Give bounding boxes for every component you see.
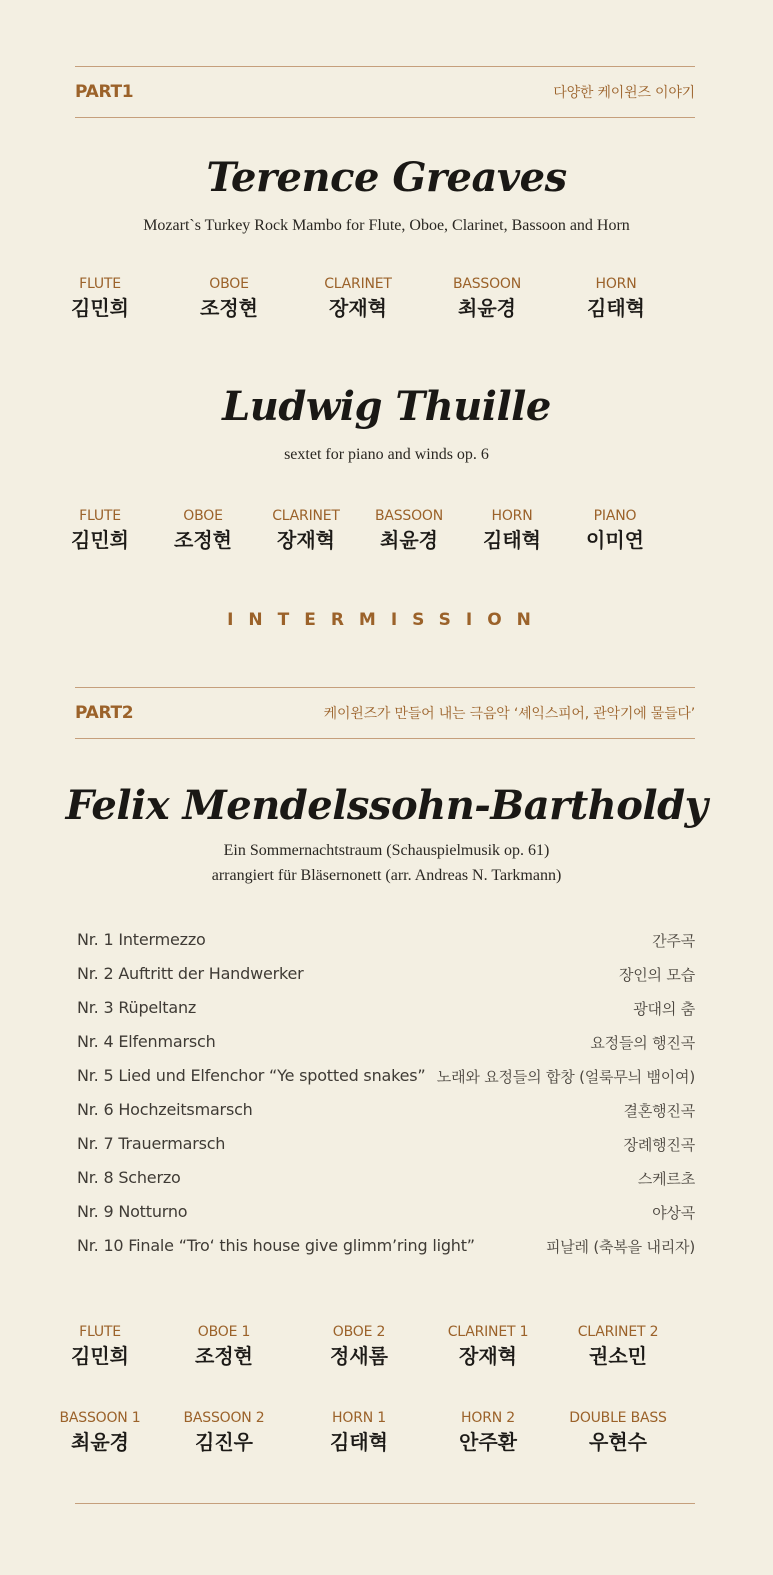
movement-row (77, 1202, 695, 1223)
movement-title: Nr. 4 Elfenmarsch (77, 1032, 216, 1051)
movement-korean-title: 장례행진곡 (623, 1136, 695, 1154)
movement-korean-title: 장인의 모습 (618, 966, 695, 984)
movement-title: Nr. 10 Finale “Tro‘ this house give glimm’ring light” (77, 1236, 475, 1255)
part2-label: PART2 (75, 703, 134, 723)
performer-list (50, 1323, 683, 1370)
performer-name: 최윤경 (71, 1430, 129, 1454)
instrument-label: FLUTE (79, 508, 121, 524)
work-title: sextet for piano and winds op. 6 (284, 446, 489, 463)
work-title-line1: Ein Sommernachtstraum (Schauspielmusik op. 61) (223, 842, 550, 859)
movement-korean-title: 요정들의 행진곡 (590, 1034, 695, 1052)
instrument-label: CLARINET (324, 276, 392, 292)
instrument-label: FLUTE (79, 276, 121, 292)
movement-korean-title: 피날레 (축복을 내리자) (545, 1238, 695, 1256)
instrument-label: OBOE 2 (332, 1324, 386, 1340)
performer (179, 275, 279, 322)
instrument-label: OBOE (209, 276, 249, 292)
movement-title: Nr. 2 Auftritt der Handwerker (77, 964, 304, 983)
performer-name: 김태혁 (330, 1430, 388, 1454)
work-title: Mozart`s Turkey Rock Mambo for Flute, Oboe, Clarinet, Bassoon and Horn (143, 217, 630, 234)
movement-title: Nr. 7 Trauermarsch (77, 1134, 226, 1153)
performer-name: 정새롬 (330, 1344, 388, 1368)
movement-korean-title: 결혼행진곡 (623, 1102, 695, 1120)
performer (553, 1323, 683, 1370)
intermission-label: INTERMISSION (227, 610, 546, 630)
movement-korean-title: 간주곡 (652, 932, 695, 950)
movement-title: Nr. 8 Scherzo (77, 1168, 181, 1187)
performer (437, 275, 537, 322)
instrument-label: CLARINET 2 (577, 1324, 659, 1340)
performer (553, 1409, 683, 1456)
performer-name: 이미연 (586, 528, 644, 552)
composer-title: Felix Mendelssohn-Bartholdy (65, 782, 708, 829)
part2-description: 케이윈즈가 만들어 내는 극음악 ‘셰익스피어, 관악기에 물들다’ (323, 706, 695, 722)
divider (75, 1503, 695, 1504)
movement-korean-title: 광대의 춤 (633, 1000, 695, 1018)
divider (75, 117, 695, 118)
performer-name: 안주환 (459, 1430, 517, 1454)
instrument-label: HORN (491, 508, 533, 524)
movement-row (77, 1100, 695, 1121)
performer (423, 1409, 553, 1456)
performer (309, 1409, 409, 1456)
performer (462, 507, 562, 554)
performer-name: 김진우 (195, 1430, 253, 1454)
movement-korean-title: 야상곡 (652, 1204, 695, 1222)
movement-row (77, 930, 695, 951)
performer-name: 우현수 (589, 1430, 647, 1454)
performer-list (50, 1409, 683, 1456)
performer-name: 김태혁 (483, 528, 541, 552)
performer (159, 1409, 289, 1456)
performer (256, 507, 356, 554)
part1-description: 다양한 케이윈즈 이야기 (553, 85, 695, 101)
performer-name: 최윤경 (458, 296, 516, 320)
instrument-label: CLARINET (272, 508, 340, 524)
performer (423, 1323, 553, 1370)
part1-header (75, 67, 695, 117)
performer-name: 권소민 (589, 1344, 647, 1368)
performer (566, 275, 666, 322)
instrument-label: OBOE 1 (197, 1324, 251, 1340)
divider (75, 738, 695, 739)
performer-name: 최윤경 (380, 528, 438, 552)
movement-korean-title: 스케르초 (637, 1170, 695, 1188)
instrument-label: BASSOON (374, 508, 444, 524)
movement-row (77, 1168, 695, 1189)
instrument-label: BASSOON (452, 276, 522, 292)
composer-title: Terence Greaves (206, 154, 567, 201)
performer (308, 275, 408, 322)
performer (153, 507, 253, 554)
instrument-label: CLARINET 1 (447, 1324, 529, 1340)
movement-title: Nr. 3 Rüpeltanz (77, 998, 197, 1017)
movement-row (77, 1236, 695, 1257)
performer (50, 507, 150, 554)
movement-title: Nr. 1 Intermezzo (77, 930, 206, 949)
performer-name: 장재혁 (277, 528, 335, 552)
performer-name: 김태혁 (587, 296, 645, 320)
movement-row (77, 1066, 695, 1087)
part2-header (75, 688, 695, 738)
performer-list (50, 275, 666, 322)
performer-name: 김민희 (71, 528, 129, 552)
performer (565, 507, 665, 554)
performer (50, 275, 150, 322)
movement-row (77, 998, 695, 1019)
performer (159, 1323, 289, 1370)
performer-name: 조정현 (174, 528, 232, 552)
performer-name: 장재혁 (459, 1344, 517, 1368)
performer (50, 1323, 150, 1370)
performer-name: 김민희 (71, 296, 129, 320)
performer-name: 김민희 (71, 1344, 129, 1368)
movement-row (77, 964, 695, 985)
movement-row (77, 1032, 695, 1053)
instrument-label: HORN 1 (332, 1410, 386, 1426)
part1-label: PART1 (75, 82, 134, 102)
movement-title: Nr. 5 Lied und Elfenchor “Ye spotted snakes” (77, 1066, 426, 1085)
performer (359, 507, 459, 554)
performer (309, 1323, 409, 1370)
instrument-label: BASSOON 1 (59, 1410, 141, 1426)
instrument-label: DOUBLE BASS (569, 1410, 667, 1426)
work-title-line2: arrangiert für Bläsernonett (arr. Andreas N. Tarkmann) (211, 867, 562, 884)
movement-title: Nr. 9 Notturno (77, 1202, 188, 1221)
instrument-label: FLUTE (79, 1324, 121, 1340)
movement-row (77, 1134, 695, 1155)
performer-name: 장재혁 (329, 296, 387, 320)
instrument-label: HORN (595, 276, 637, 292)
instrument-label: HORN 2 (461, 1410, 515, 1426)
movement-korean-title: 노래와 요정들의 합창 (얼룩무늬 뱀이여) (436, 1068, 695, 1086)
performer-name: 조정현 (200, 296, 258, 320)
performer (50, 1409, 150, 1456)
composer-title: Ludwig Thuille (222, 383, 551, 430)
movement-title: Nr. 6 Hochzeitsmarsch (77, 1100, 253, 1119)
performer-name: 조정현 (195, 1344, 253, 1368)
instrument-label: PIANO (593, 508, 637, 524)
performer-list (50, 507, 665, 554)
instrument-label: OBOE (183, 508, 223, 524)
instrument-label: BASSOON 2 (183, 1410, 265, 1426)
